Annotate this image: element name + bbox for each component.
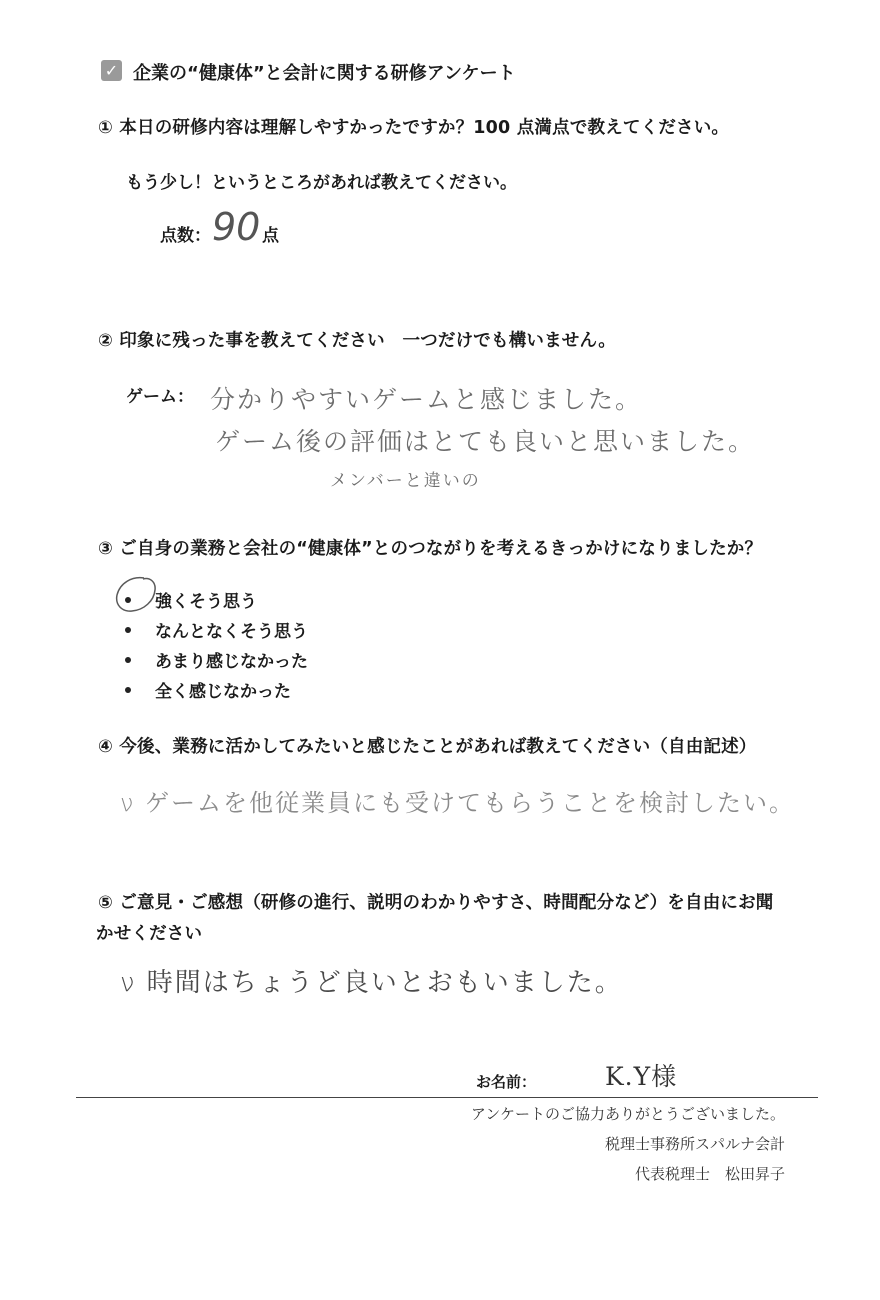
option-label: 全く感じなかった — [155, 682, 291, 702]
answer-2-note: メンバーと違いの — [330, 471, 481, 491]
question-3: ③ ご自身の業務と会社の“健康体”とのつながりを考えるきっかけになりましたか？ — [98, 539, 763, 559]
name-label: お名前： — [476, 1073, 537, 1091]
option-not-much[interactable] — [125, 647, 308, 672]
question-1: ① 本日の研修内容は理解しやすかったですか？100 点満点で教えてください。 — [98, 118, 730, 138]
option-label: 強くそう思う — [155, 592, 257, 612]
bullet-icon — [125, 657, 131, 663]
answer-2-line-1[interactable]: 分かりやすいゲームと感じました。 — [210, 385, 643, 414]
game-label: ゲーム： — [126, 387, 194, 407]
question-5-line-1: ⑤ ご意見・ご感想（研修の進行、説明のわかりやすさ、時間配分など）を自由にお聞 — [98, 893, 774, 913]
footer-thanks: アンケートのご協力ありがとうございました。 — [470, 1105, 785, 1123]
score-value[interactable]: 90 — [212, 205, 261, 249]
answer-2-line-2[interactable]: ゲーム後の評価はとても良いと思いました。 — [215, 427, 756, 456]
bullet-icon — [125, 627, 131, 633]
survey-title: 企業の“健康体”と会計に関する研修アンケート — [133, 63, 516, 84]
question-5-line-2: かせください — [96, 924, 203, 944]
bullet-icon — [125, 687, 131, 693]
footer-representative: 代表税理士 松田昇子 — [634, 1165, 785, 1183]
footer-office: 税理士事務所スパルナ会計 — [604, 1135, 785, 1153]
question-1-sub: もう少し！というところがあれば教えてください。 — [126, 173, 517, 193]
name-value[interactable]: K.Y様 — [605, 1062, 678, 1091]
checkbox-icon: ✓ — [101, 60, 122, 81]
answer-4[interactable]: ν ゲームを他従業員にも受けてもらうことを検討したい。 — [120, 789, 796, 817]
option-label: あまり感じなかった — [155, 652, 308, 672]
signature-divider — [76, 1097, 818, 1098]
option-strongly-agree[interactable] — [125, 587, 257, 612]
option-label: なんとなくそう思う — [155, 622, 308, 642]
score-unit: 点 — [262, 226, 279, 246]
option-not-at-all[interactable] — [125, 677, 291, 702]
question-2: ② 印象に残った事を教えてください 一つだけでも構いません。 — [98, 331, 616, 351]
option-somewhat-agree[interactable] — [125, 617, 308, 642]
bullet-icon — [125, 597, 131, 603]
question-4: ④ 今後、業務に活かしてみたいと感じたことがあれば教えてください（自由記述） — [98, 737, 757, 757]
score-label: 点数： — [160, 226, 211, 246]
answer-5[interactable]: ν 時間はちょうど良いとおもいました。 — [120, 968, 623, 998]
